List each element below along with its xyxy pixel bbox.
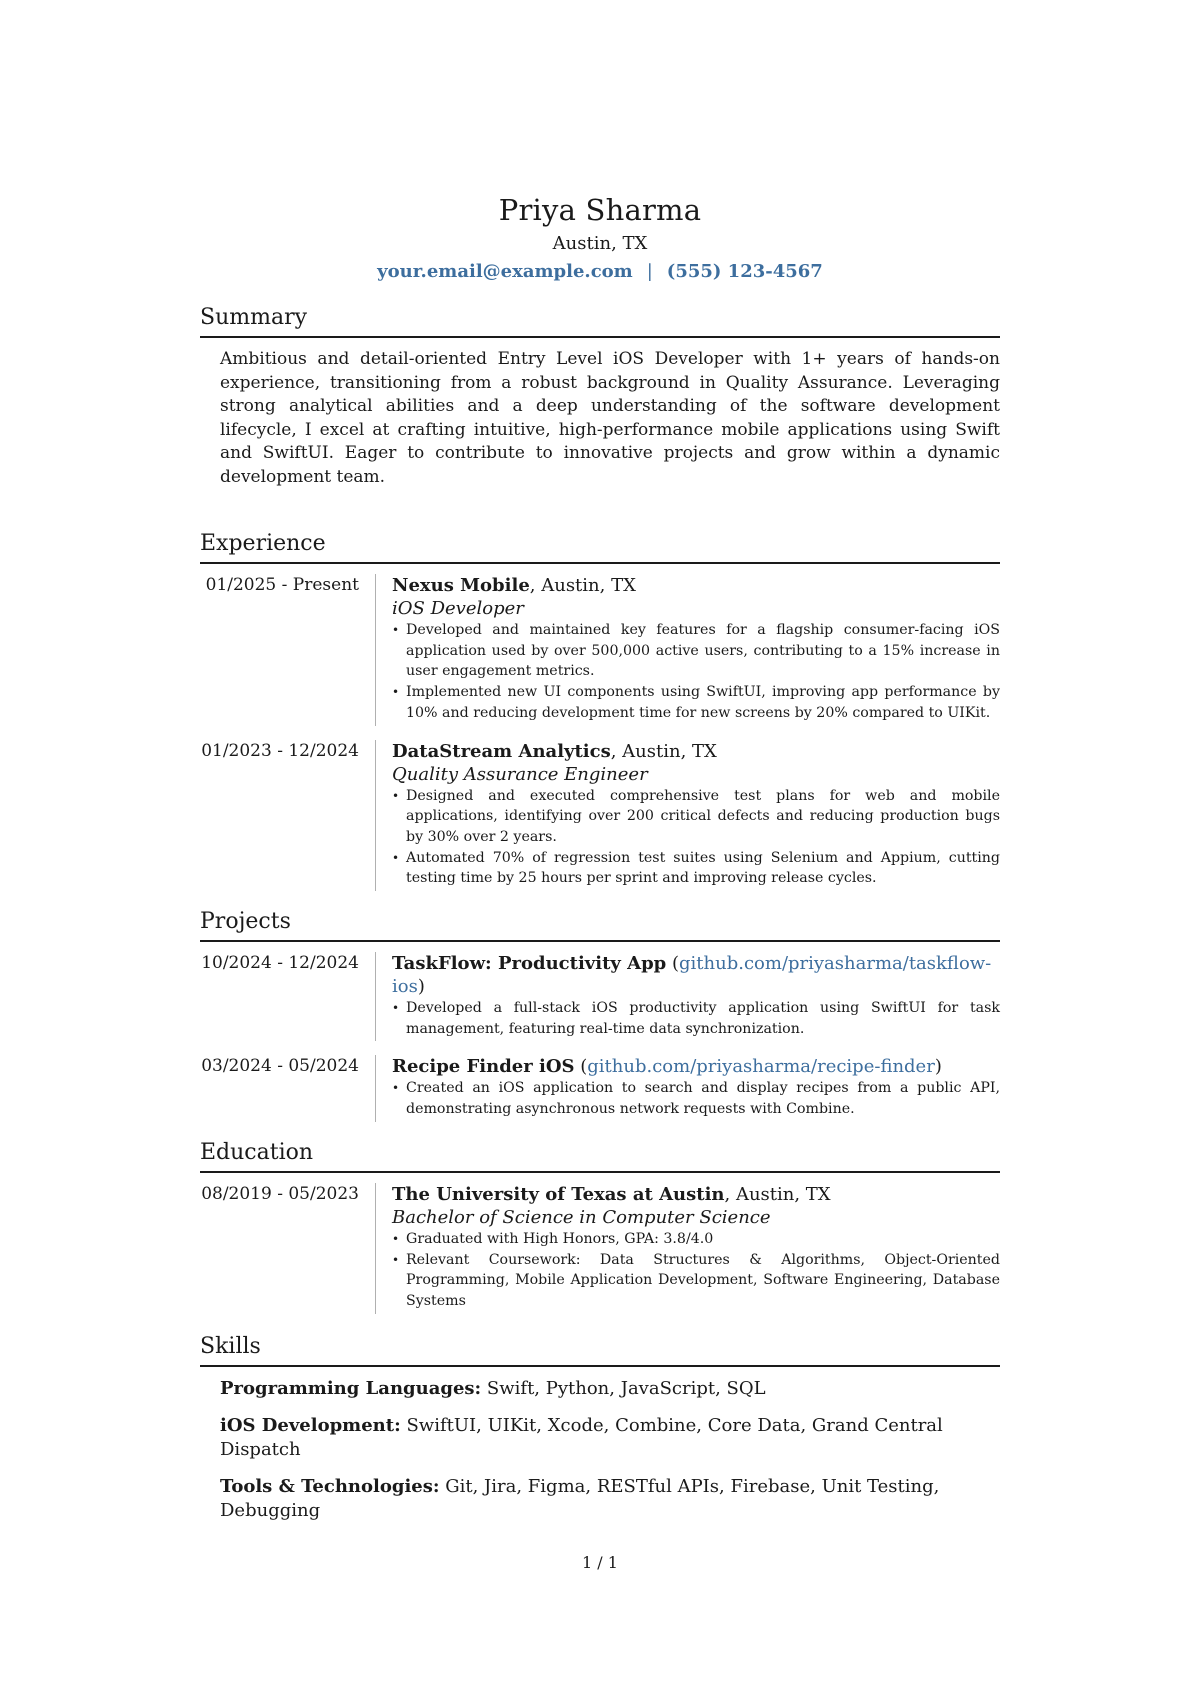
bullet-item: • Developed a full-stack iOS productivity application using SwiftUI for task management, featuring real-time data synchronization. xyxy=(392,998,1000,1039)
entry-body xyxy=(375,1183,1000,1314)
bullet-item: • Created an iOS application to search and display recipes from a public API, demonstrating asynchronous network requests with Combine. xyxy=(392,1078,1000,1119)
skills-section xyxy=(200,1333,1000,1536)
entry-location: , Austin, TX xyxy=(610,740,717,762)
entry-body xyxy=(375,574,1000,726)
entry-heading xyxy=(392,1183,1000,1206)
entry-org: The University of Texas at Austin xyxy=(392,1184,725,1205)
entry-date: 01/2023 - 12/2024 xyxy=(201,740,359,761)
candidate-location: Austin, TX xyxy=(552,233,648,254)
entry-date: 03/2024 - 05/2024 xyxy=(201,1056,359,1077)
entry-heading xyxy=(392,952,1000,998)
entry-heading xyxy=(392,740,1000,763)
entry-body xyxy=(375,952,1000,1041)
entry-location: , Austin, TX xyxy=(724,1184,831,1205)
skill-value: Git, Jira, Figma, RESTful APIs, Firebase, Unit Testing, Debugging xyxy=(220,1476,940,1521)
section-title-skills: Skills xyxy=(200,1333,1000,1367)
contact-separator: | xyxy=(646,261,653,282)
projects-section xyxy=(200,908,1000,1122)
entry-date: 08/2019 - 05/2023 xyxy=(201,1184,359,1204)
entry-date: 01/2025 - Present xyxy=(205,575,359,595)
section-title-experience: Experience xyxy=(200,530,1000,564)
skill-value: Swift, Python, JavaScript, SQL xyxy=(481,1378,766,1399)
entry-heading xyxy=(392,1055,1000,1078)
bullet-item: • Developed and maintained key features for a flagship consumer-facing iOS application used by over 500,000 active users, contributing to a 15% increase in user engagement metrics. xyxy=(392,620,1000,682)
experience-entry xyxy=(200,574,1000,726)
skill-row xyxy=(220,1414,1000,1462)
entry-date: 10/2024 - 12/2024 xyxy=(201,953,359,973)
skill-row xyxy=(220,1377,1000,1401)
project-entry xyxy=(200,952,1000,1041)
skill-label: Programming Languages: xyxy=(220,1378,482,1399)
entry-location: , Austin, TX xyxy=(529,575,636,596)
project-name: Recipe Finder iOS xyxy=(392,1056,575,1078)
bullet-item: • Relevant Coursework: Data Structures & Algorithms, Object-Oriented Programming, Mobile Application Development, Software Engineering, Database Systems xyxy=(392,1250,1000,1312)
resume-page xyxy=(200,0,1000,1683)
bullet-item: • Implemented new UI components using SwiftUI, improving app performance by 10% and reducing development time for new screens by 20% compared to UIKit. xyxy=(392,682,1000,723)
section-title-education: Education xyxy=(200,1139,1000,1173)
entry-bullets xyxy=(392,620,1000,724)
education-entry xyxy=(200,1183,1000,1314)
project-link[interactable]: github.com/priyasharma/recipe-finder xyxy=(587,1056,935,1078)
experience-entry xyxy=(200,740,1000,892)
entry-bullets xyxy=(392,1078,1000,1119)
project-entry xyxy=(200,1055,1000,1121)
skill-row xyxy=(220,1475,1000,1523)
contact-line xyxy=(200,260,1000,284)
paren-open: ( xyxy=(666,953,680,974)
skill-label: Tools & Technologies: xyxy=(220,1476,440,1497)
skills-list xyxy=(220,1377,1000,1523)
resume-header xyxy=(200,192,1000,284)
candidate-name: Priya Sharma xyxy=(498,193,702,227)
phone-link[interactable]: (555) 123-4567 xyxy=(666,261,823,282)
entry-role: Bachelor of Science in Computer Science xyxy=(392,1207,771,1228)
entry-heading xyxy=(392,574,1000,597)
entry-org: Nexus Mobile xyxy=(392,575,530,596)
project-name: TaskFlow: Productivity App xyxy=(392,953,667,974)
project-link[interactable]: github.com/priyasharma/taskflow-ios xyxy=(392,953,992,997)
entry-bullets xyxy=(392,786,1000,890)
entry-body xyxy=(375,1055,1000,1121)
entry-role: iOS Developer xyxy=(392,598,524,619)
page-number: 1 / 1 xyxy=(582,1553,618,1572)
skill-value: SwiftUI, UIKit, Xcode, Combine, Core Data, Grand Central Dispatch xyxy=(220,1415,943,1460)
paren-open: ( xyxy=(574,1056,588,1078)
entry-bullets xyxy=(392,1229,1000,1312)
entry-bullets xyxy=(392,998,1000,1039)
experience-section xyxy=(200,530,1000,891)
summary-section xyxy=(200,304,1000,489)
section-title-summary: Summary xyxy=(200,304,1000,338)
bullet-item: • Designed and executed comprehensive test plans for web and mobile applications, identifying over 200 critical defects and reducing production bugs by 30% over 2 years. xyxy=(392,786,1000,848)
summary-text: Ambitious and detail-oriented Entry Level iOS Developer with 1+ years of hands-on experience, transitioning from a robust background in Quality Assurance. Leveraging strong analytical abilities and a deep understanding of the software development lifecycle, I excel at crafting intuitive, high-performance mobile applications using Swift and SwiftUI. Eager to contribute to innovative projects and grow within a dynamic development team. xyxy=(220,349,1000,487)
bullet-item: • Automated 70% of regression test suites using Selenium and Appium, cutting testing time by 25 hours per sprint and improving release cycles. xyxy=(392,848,1000,889)
section-title-projects: Projects xyxy=(200,908,1000,942)
paren-close: ) xyxy=(417,976,425,997)
entry-role: Quality Assurance Engineer xyxy=(392,763,648,785)
education-section xyxy=(200,1139,1000,1314)
entry-body xyxy=(375,740,1000,892)
bullet-item: • Graduated with High Honors, GPA: 3.8/4.0 xyxy=(392,1229,1000,1250)
skill-label: iOS Development: xyxy=(220,1415,401,1436)
paren-close: ) xyxy=(934,1056,942,1078)
email-link[interactable]: your.email@example.com xyxy=(377,261,633,282)
entry-org: DataStream Analytics xyxy=(392,740,611,762)
